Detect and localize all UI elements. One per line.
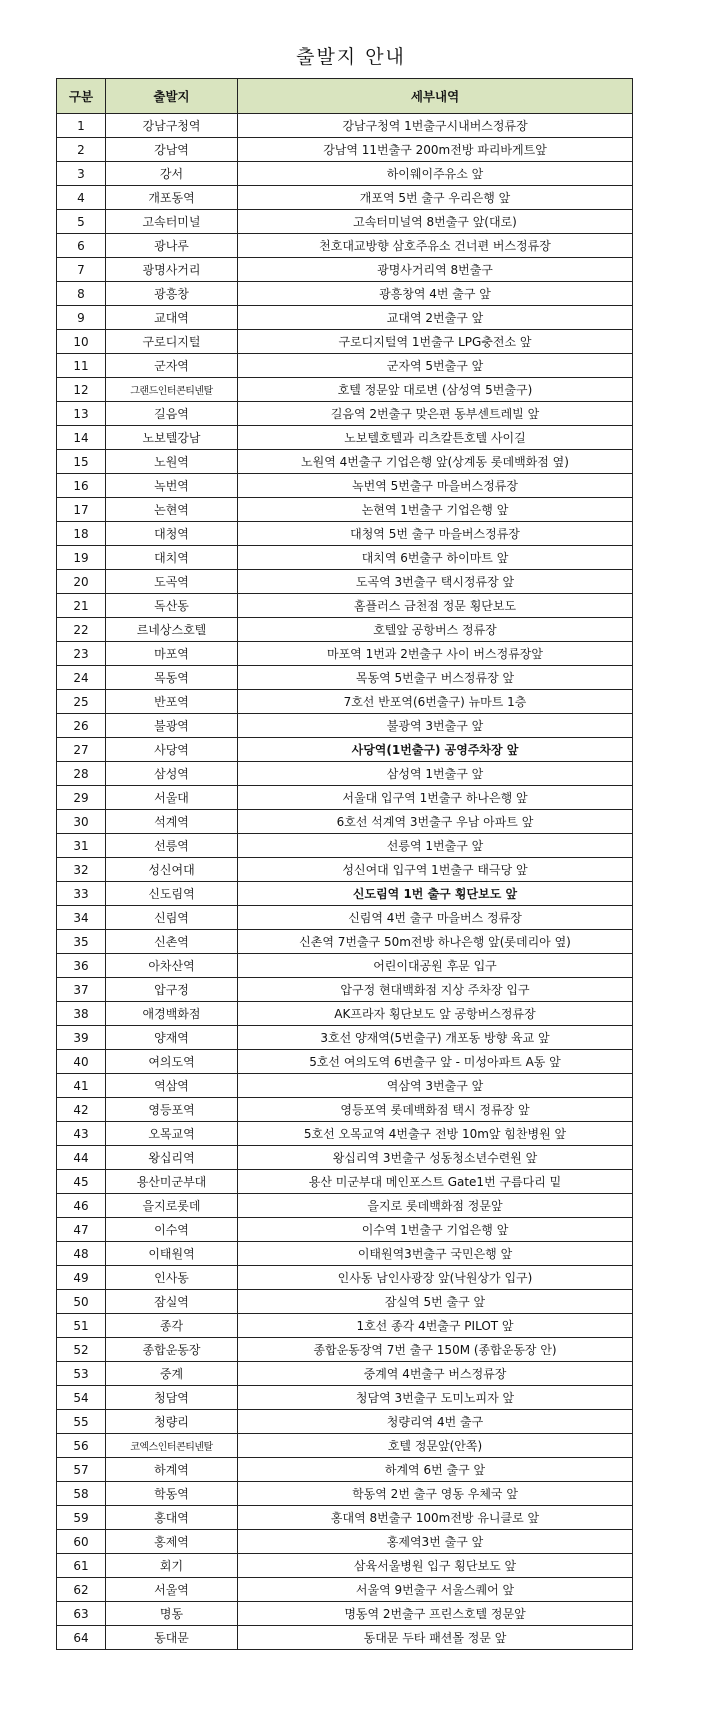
row-details: 군자역 5번출구 앞 bbox=[238, 354, 633, 378]
row-details: 역삼역 3번출구 앞 bbox=[238, 1074, 633, 1098]
row-number: 61 bbox=[57, 1554, 106, 1578]
table-row bbox=[57, 450, 633, 474]
row-number: 64 bbox=[57, 1626, 106, 1650]
table-row bbox=[57, 1386, 633, 1410]
row-departure: 녹번역 bbox=[106, 474, 238, 498]
row-departure: 구로디지털 bbox=[106, 330, 238, 354]
table-row bbox=[57, 666, 633, 690]
row-departure: 마포역 bbox=[106, 642, 238, 666]
row-details: 5호선 여의도역 6번출구 앞 - 미성아파트 A동 앞 bbox=[238, 1050, 633, 1074]
row-details: 5호선 오목교역 4번출구 전방 10m앞 힘찬병원 앞 bbox=[238, 1122, 633, 1146]
table-row bbox=[57, 1362, 633, 1386]
row-details: 신촌역 7번출구 50m전방 하나은행 앞(롯데리아 옆) bbox=[238, 930, 633, 954]
row-departure: 개포동역 bbox=[106, 186, 238, 210]
table-row bbox=[57, 1290, 633, 1314]
row-number: 11 bbox=[57, 354, 106, 378]
row-details: 3호선 양재역(5번출구) 개포동 방향 육교 앞 bbox=[238, 1026, 633, 1050]
row-number: 17 bbox=[57, 498, 106, 522]
table-row bbox=[57, 330, 633, 354]
row-number: 41 bbox=[57, 1074, 106, 1098]
row-departure: 청량리 bbox=[106, 1410, 238, 1434]
row-number: 22 bbox=[57, 618, 106, 642]
row-details: 선릉역 1번출구 앞 bbox=[238, 834, 633, 858]
row-departure: 군자역 bbox=[106, 354, 238, 378]
table-row bbox=[57, 1602, 633, 1626]
row-number: 12 bbox=[57, 378, 106, 402]
row-departure: 대치역 bbox=[106, 546, 238, 570]
row-departure: 청담역 bbox=[106, 1386, 238, 1410]
row-departure: 하계역 bbox=[106, 1458, 238, 1482]
row-number: 44 bbox=[57, 1146, 106, 1170]
row-departure: 교대역 bbox=[106, 306, 238, 330]
row-number: 38 bbox=[57, 1002, 106, 1026]
row-departure: 종각 bbox=[106, 1314, 238, 1338]
row-number: 48 bbox=[57, 1242, 106, 1266]
row-number: 7 bbox=[57, 258, 106, 282]
row-details: AK프라자 횡단보도 앞 공항버스정류장 bbox=[238, 1002, 633, 1026]
row-details: 홍대역 8번출구 100m전방 유니클로 앞 bbox=[238, 1506, 633, 1530]
row-details: 강남구청역 1번출구시내버스정류장 bbox=[238, 114, 633, 138]
row-departure: 을지로롯데 bbox=[106, 1194, 238, 1218]
header-departure: 출발지 bbox=[106, 79, 238, 114]
row-number: 2 bbox=[57, 138, 106, 162]
row-number: 4 bbox=[57, 186, 106, 210]
row-details: 홈플러스 금천점 정문 횡단보도 bbox=[238, 594, 633, 618]
row-departure: 코엑스인터콘티넨탈 bbox=[106, 1434, 238, 1458]
row-number: 9 bbox=[57, 306, 106, 330]
row-details: 개포역 5번 출구 우리은행 앞 bbox=[238, 186, 633, 210]
table-row bbox=[57, 570, 633, 594]
row-departure: 강서 bbox=[106, 162, 238, 186]
row-departure: 영등포역 bbox=[106, 1098, 238, 1122]
row-details: 고속터미널역 8번출구 앞(대로) bbox=[238, 210, 633, 234]
table-row bbox=[57, 1482, 633, 1506]
row-number: 13 bbox=[57, 402, 106, 426]
row-number: 59 bbox=[57, 1506, 106, 1530]
row-number: 58 bbox=[57, 1482, 106, 1506]
row-details: 논현역 1번출구 기업은행 앞 bbox=[238, 498, 633, 522]
row-number: 52 bbox=[57, 1338, 106, 1362]
row-number: 47 bbox=[57, 1218, 106, 1242]
table-row bbox=[57, 426, 633, 450]
row-number: 15 bbox=[57, 450, 106, 474]
row-departure: 신림역 bbox=[106, 906, 238, 930]
row-number: 31 bbox=[57, 834, 106, 858]
row-details: 명동역 2번출구 프린스호텔 정문앞 bbox=[238, 1602, 633, 1626]
table-row bbox=[57, 1434, 633, 1458]
row-details: 동대문 두타 패션몰 정문 앞 bbox=[238, 1626, 633, 1650]
table-row bbox=[57, 1530, 633, 1554]
row-number: 55 bbox=[57, 1410, 106, 1434]
row-number: 26 bbox=[57, 714, 106, 738]
row-number: 29 bbox=[57, 786, 106, 810]
table-row bbox=[57, 738, 633, 762]
row-number: 37 bbox=[57, 978, 106, 1002]
row-details: 청량리역 4번 출구 bbox=[238, 1410, 633, 1434]
row-departure: 압구정 bbox=[106, 978, 238, 1002]
row-details: 7호선 반포역(6번출구) 뉴마트 1층 bbox=[238, 690, 633, 714]
row-departure: 사당역 bbox=[106, 738, 238, 762]
table-row bbox=[57, 594, 633, 618]
row-departure: 대청역 bbox=[106, 522, 238, 546]
table-row bbox=[57, 1074, 633, 1098]
row-details: 대치역 6번출구 하이마트 앞 bbox=[238, 546, 633, 570]
row-details: 이수역 1번출구 기업은행 앞 bbox=[238, 1218, 633, 1242]
table-row bbox=[57, 690, 633, 714]
table-row bbox=[57, 810, 633, 834]
table-row bbox=[57, 1338, 633, 1362]
table-row bbox=[57, 978, 633, 1002]
row-details: 용산 미군부대 메인포스트 Gate1번 구름다리 밑 bbox=[238, 1170, 633, 1194]
row-number: 39 bbox=[57, 1026, 106, 1050]
row-departure: 인사동 bbox=[106, 1266, 238, 1290]
row-details: 광명사거리역 8번출구 bbox=[238, 258, 633, 282]
row-departure: 애경백화점 bbox=[106, 1002, 238, 1026]
row-number: 23 bbox=[57, 642, 106, 666]
row-departure: 독산동 bbox=[106, 594, 238, 618]
row-departure: 불광역 bbox=[106, 714, 238, 738]
row-number: 43 bbox=[57, 1122, 106, 1146]
table-row bbox=[57, 1554, 633, 1578]
row-departure: 논현역 bbox=[106, 498, 238, 522]
row-number: 40 bbox=[57, 1050, 106, 1074]
row-details: 신도림역 1번 출구 횡단보도 앞 bbox=[238, 882, 633, 906]
row-number: 34 bbox=[57, 906, 106, 930]
row-number: 28 bbox=[57, 762, 106, 786]
row-number: 30 bbox=[57, 810, 106, 834]
row-details: 호텔 정문앞(안쪽) bbox=[238, 1434, 633, 1458]
row-details: 목동역 5번출구 버스정류장 앞 bbox=[238, 666, 633, 690]
row-number: 5 bbox=[57, 210, 106, 234]
row-details: 광흥창역 4번 출구 앞 bbox=[238, 282, 633, 306]
row-details: 청담역 3번출구 도미노피자 앞 bbox=[238, 1386, 633, 1410]
row-departure: 홍대역 bbox=[106, 1506, 238, 1530]
row-departure: 용산미군부대 bbox=[106, 1170, 238, 1194]
row-departure: 석계역 bbox=[106, 810, 238, 834]
row-departure: 길음역 bbox=[106, 402, 238, 426]
table-row bbox=[57, 1218, 633, 1242]
table-row bbox=[57, 498, 633, 522]
table-header-row bbox=[57, 79, 633, 114]
table-row bbox=[57, 306, 633, 330]
table-row bbox=[57, 618, 633, 642]
row-departure: 고속터미널 bbox=[106, 210, 238, 234]
row-number: 24 bbox=[57, 666, 106, 690]
table-row bbox=[57, 258, 633, 282]
row-number: 21 bbox=[57, 594, 106, 618]
table-row bbox=[57, 1458, 633, 1482]
row-number: 6 bbox=[57, 234, 106, 258]
row-departure: 광나루 bbox=[106, 234, 238, 258]
table-row bbox=[57, 162, 633, 186]
departure-table bbox=[56, 78, 633, 1650]
row-departure: 목동역 bbox=[106, 666, 238, 690]
table-row bbox=[57, 1194, 633, 1218]
row-number: 19 bbox=[57, 546, 106, 570]
table-row bbox=[57, 282, 633, 306]
row-number: 35 bbox=[57, 930, 106, 954]
table-row bbox=[57, 1098, 633, 1122]
row-departure: 왕십리역 bbox=[106, 1146, 238, 1170]
row-details: 도곡역 3번출구 택시정류장 앞 bbox=[238, 570, 633, 594]
row-details: 마포역 1번과 2번출구 사이 버스정류장앞 bbox=[238, 642, 633, 666]
table-row bbox=[57, 402, 633, 426]
row-details: 호텔 정문앞 대로변 (삼성역 5번출구) bbox=[238, 378, 633, 402]
row-details: 중계역 4번출구 버스정류장 bbox=[238, 1362, 633, 1386]
row-details: 영등포역 롯데백화점 택시 정류장 앞 bbox=[238, 1098, 633, 1122]
row-number: 8 bbox=[57, 282, 106, 306]
row-departure: 아차산역 bbox=[106, 954, 238, 978]
table-row bbox=[57, 354, 633, 378]
row-number: 16 bbox=[57, 474, 106, 498]
row-details: 잠실역 5번 출구 앞 bbox=[238, 1290, 633, 1314]
row-details: 노보텔호텔과 리츠칼튼호텔 사이길 bbox=[238, 426, 633, 450]
row-departure: 양재역 bbox=[106, 1026, 238, 1050]
table-row bbox=[57, 1506, 633, 1530]
row-number: 36 bbox=[57, 954, 106, 978]
table-row bbox=[57, 1146, 633, 1170]
row-number: 27 bbox=[57, 738, 106, 762]
row-departure: 역삼역 bbox=[106, 1074, 238, 1098]
row-number: 57 bbox=[57, 1458, 106, 1482]
table-row bbox=[57, 1314, 633, 1338]
row-details: 인사동 남인사광장 앞(낙원상가 입구) bbox=[238, 1266, 633, 1290]
row-number: 46 bbox=[57, 1194, 106, 1218]
row-details: 사당역(1번출구) 공영주차장 앞 bbox=[238, 738, 633, 762]
table-row bbox=[57, 642, 633, 666]
row-details: 호텔앞 공항버스 정류장 bbox=[238, 618, 633, 642]
row-departure: 홍제역 bbox=[106, 1530, 238, 1554]
table-row bbox=[57, 1266, 633, 1290]
table-row bbox=[57, 858, 633, 882]
row-details: 이태원역3번출구 국민은행 앞 bbox=[238, 1242, 633, 1266]
row-details: 종합운동장역 7번 출구 150M (종합운동장 안) bbox=[238, 1338, 633, 1362]
row-departure: 강남역 bbox=[106, 138, 238, 162]
row-number: 62 bbox=[57, 1578, 106, 1602]
table-row bbox=[57, 954, 633, 978]
row-departure: 잠실역 bbox=[106, 1290, 238, 1314]
row-departure: 도곡역 bbox=[106, 570, 238, 594]
row-departure: 선릉역 bbox=[106, 834, 238, 858]
table-row bbox=[57, 210, 633, 234]
table-row bbox=[57, 1122, 633, 1146]
row-details: 서울대 입구역 1번출구 하나은행 앞 bbox=[238, 786, 633, 810]
row-number: 10 bbox=[57, 330, 106, 354]
row-details: 구로디지털역 1번출구 LPG충전소 앞 bbox=[238, 330, 633, 354]
row-details: 1호선 종각 4번출구 PILOT 앞 bbox=[238, 1314, 633, 1338]
row-details: 홍제역3번 출구 앞 bbox=[238, 1530, 633, 1554]
row-departure: 광흥창 bbox=[106, 282, 238, 306]
table-row bbox=[57, 1578, 633, 1602]
header-details: 세부내역 bbox=[238, 79, 633, 114]
table-row bbox=[57, 762, 633, 786]
row-details: 녹번역 5번출구 마을버스정류장 bbox=[238, 474, 633, 498]
row-details: 성신여대 입구역 1번출구 태극당 앞 bbox=[238, 858, 633, 882]
row-details: 압구정 현대백화점 지상 주차장 입구 bbox=[238, 978, 633, 1002]
row-departure: 오목교역 bbox=[106, 1122, 238, 1146]
row-details: 강남역 11번출구 200m전방 파리바게트앞 bbox=[238, 138, 633, 162]
table-row bbox=[57, 1242, 633, 1266]
row-details: 삼성역 1번출구 앞 bbox=[238, 762, 633, 786]
page-title: 출발지 안내 bbox=[296, 46, 406, 68]
row-number: 50 bbox=[57, 1290, 106, 1314]
row-departure: 서울대 bbox=[106, 786, 238, 810]
table-row bbox=[57, 882, 633, 906]
table-row bbox=[57, 186, 633, 210]
row-details: 학동역 2번 출구 영동 우체국 앞 bbox=[238, 1482, 633, 1506]
table-row bbox=[57, 1626, 633, 1650]
row-departure: 중계 bbox=[106, 1362, 238, 1386]
row-departure: 여의도역 bbox=[106, 1050, 238, 1074]
row-number: 53 bbox=[57, 1362, 106, 1386]
row-number: 45 bbox=[57, 1170, 106, 1194]
row-departure: 이수역 bbox=[106, 1218, 238, 1242]
row-number: 49 bbox=[57, 1266, 106, 1290]
row-number: 20 bbox=[57, 570, 106, 594]
table-row bbox=[57, 1050, 633, 1074]
row-departure: 삼성역 bbox=[106, 762, 238, 786]
row-departure: 신촌역 bbox=[106, 930, 238, 954]
table-row bbox=[57, 234, 633, 258]
row-details: 하이웨이주유소 앞 bbox=[238, 162, 633, 186]
row-details: 서울역 9번출구 서울스퀘어 앞 bbox=[238, 1578, 633, 1602]
row-details: 6호선 석계역 3번출구 우남 아파트 앞 bbox=[238, 810, 633, 834]
table-row bbox=[57, 546, 633, 570]
row-number: 33 bbox=[57, 882, 106, 906]
table-row bbox=[57, 906, 633, 930]
row-number: 14 bbox=[57, 426, 106, 450]
row-details: 신림역 4번 출구 마을버스 정류장 bbox=[238, 906, 633, 930]
table-row bbox=[57, 714, 633, 738]
row-details: 왕십리역 3번출구 성동청소년수련원 앞 bbox=[238, 1146, 633, 1170]
row-departure: 종합운동장 bbox=[106, 1338, 238, 1362]
table-row bbox=[57, 1170, 633, 1194]
row-number: 3 bbox=[57, 162, 106, 186]
row-number: 60 bbox=[57, 1530, 106, 1554]
row-details: 길음역 2번출구 맞은편 동부센트레빌 앞 bbox=[238, 402, 633, 426]
row-departure: 강남구청역 bbox=[106, 114, 238, 138]
table-row bbox=[57, 786, 633, 810]
row-number: 25 bbox=[57, 690, 106, 714]
table-row bbox=[57, 138, 633, 162]
row-departure: 신도림역 bbox=[106, 882, 238, 906]
row-number: 56 bbox=[57, 1434, 106, 1458]
row-details: 대청역 5번 출구 마을버스정류장 bbox=[238, 522, 633, 546]
row-details: 을지로 롯데백화점 정문앞 bbox=[238, 1194, 633, 1218]
row-departure: 서울역 bbox=[106, 1578, 238, 1602]
row-departure: 노원역 bbox=[106, 450, 238, 474]
table-row bbox=[57, 834, 633, 858]
row-number: 18 bbox=[57, 522, 106, 546]
table-row bbox=[57, 474, 633, 498]
row-departure: 노보텔강남 bbox=[106, 426, 238, 450]
row-details: 천호대교방향 삼호주유소 건너편 버스정류장 bbox=[238, 234, 633, 258]
row-details: 하계역 6번 출구 앞 bbox=[238, 1458, 633, 1482]
row-departure: 학동역 bbox=[106, 1482, 238, 1506]
table-row bbox=[57, 114, 633, 138]
row-details: 어린이대공원 후문 입구 bbox=[238, 954, 633, 978]
row-departure: 광명사거리 bbox=[106, 258, 238, 282]
row-departure: 성신여대 bbox=[106, 858, 238, 882]
table-row bbox=[57, 378, 633, 402]
row-departure: 르네상스호텔 bbox=[106, 618, 238, 642]
table-row bbox=[57, 930, 633, 954]
row-details: 삼육서울병원 입구 횡단보도 앞 bbox=[238, 1554, 633, 1578]
table-row bbox=[57, 1026, 633, 1050]
table-row bbox=[57, 522, 633, 546]
table-row bbox=[57, 1002, 633, 1026]
row-departure: 동대문 bbox=[106, 1626, 238, 1650]
header-number: 구분 bbox=[57, 79, 106, 114]
table-row bbox=[57, 1410, 633, 1434]
row-departure: 회기 bbox=[106, 1554, 238, 1578]
row-departure: 이태원역 bbox=[106, 1242, 238, 1266]
row-number: 42 bbox=[57, 1098, 106, 1122]
row-details: 노원역 4번출구 기업은행 앞(상계동 롯데백화점 옆) bbox=[238, 450, 633, 474]
row-number: 32 bbox=[57, 858, 106, 882]
row-number: 63 bbox=[57, 1602, 106, 1626]
row-departure: 그랜드인터콘티넨탈 bbox=[106, 378, 238, 402]
row-number: 54 bbox=[57, 1386, 106, 1410]
row-details: 불광역 3번출구 앞 bbox=[238, 714, 633, 738]
row-details: 교대역 2번출구 앞 bbox=[238, 306, 633, 330]
row-number: 51 bbox=[57, 1314, 106, 1338]
row-number: 1 bbox=[57, 114, 106, 138]
row-departure: 명동 bbox=[106, 1602, 238, 1626]
row-departure: 반포역 bbox=[106, 690, 238, 714]
